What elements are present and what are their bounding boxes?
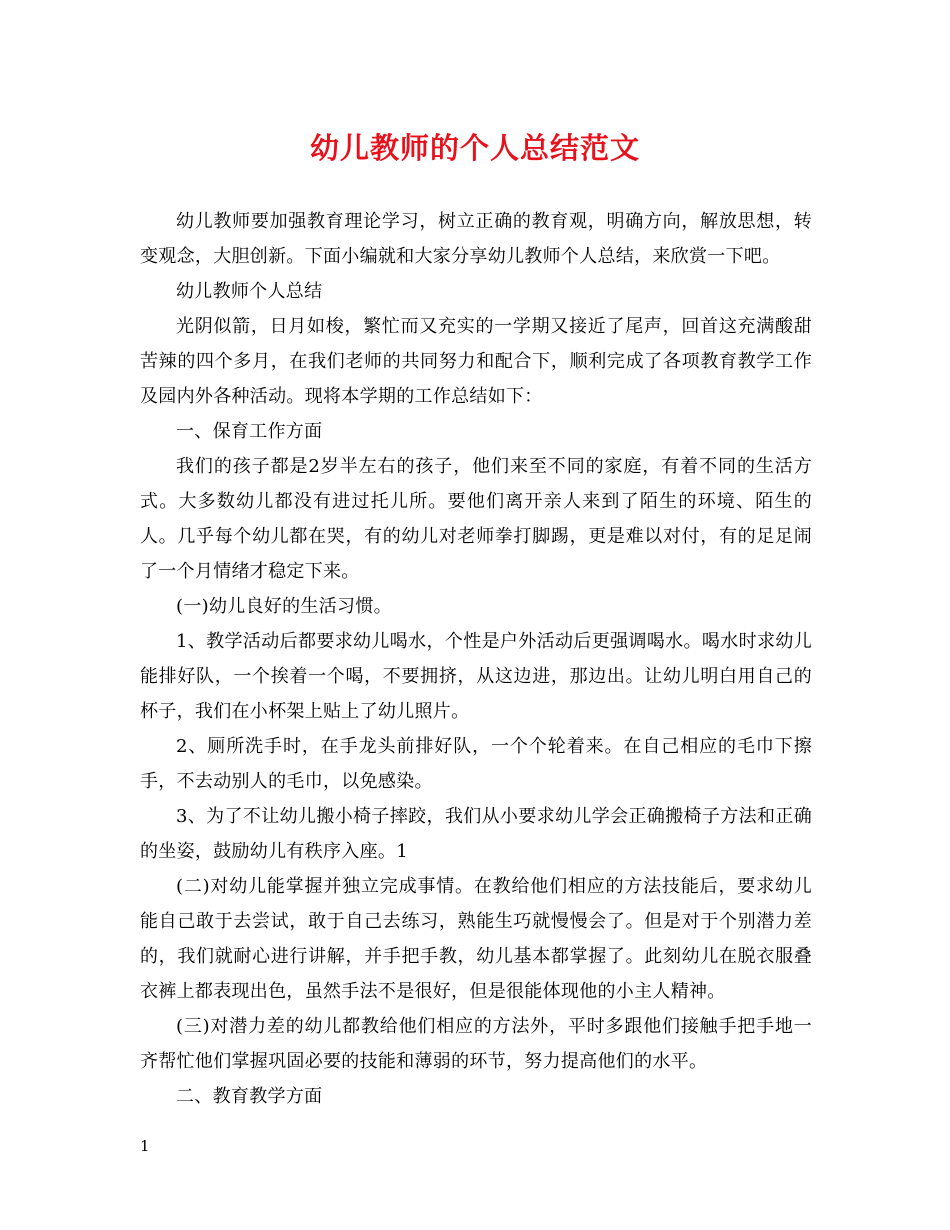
section-heading-summary: 幼儿教师个人总结 [176, 281, 323, 302]
independence-paragraph: (二)对幼儿能掌握并独立完成事情。在教给他们相应的方法技能后，要求幼儿能自己敢于去尝试，敢于自己去练习，熟能生巧就慢慢会了。但是对于个别潜力差的，我们就耐心进行讲解，并手把手教，幼儿基本都掌握了。此刻幼儿在脱衣服叠衣裤上都表现出色，虽然手法不是很好，但是很能体现他的小主人精神。 [140, 876, 812, 1002]
opening-paragraph: 光阴似箭，日月如梭，繁忙而又充实的一学期又接近了尾声，回首这充满酸甜苦辣的四个多月，在我们老师的共同努力和配合下，顺利完成了各项教育教学工作及园内外各种活动。现将本学期的工作总结如下： [140, 316, 812, 407]
document-title: 幼儿教师的个人总结范文 [309, 131, 640, 165]
subheading-living-habits: (一)幼儿良好的生活习惯。 [176, 596, 392, 617]
care-work-paragraph: 我们的孩子都是2岁半左右的孩子，他们来至不同的家庭，有着不同的生活方式。大多数幼儿都没有进过托儿所。要他们离开亲人来到了陌生的环境、陌生的人。几乎每个幼儿都在哭，有的幼儿对老师拳打脚踢，更是难以对付，有的足足闹了一个月情绪才稳定下来。 [140, 456, 812, 582]
document-body [140, 204, 812, 1114]
page-number: 1 [140, 1137, 150, 1155]
support-paragraph: (三)对潜力差的幼儿都教给他们相应的方法外，平时多跟他们接触手把手地一齐帮忙他们掌握巩固必要的技能和薄弱的环节，努力提高他们的水平。 [140, 1016, 812, 1072]
habit-item-3: 3、为了不让幼儿搬小椅子摔跤，我们从小要求幼儿学会正确搬椅子方法和正确的坐姿，鼓励幼儿有秩序入座。1 [140, 806, 812, 862]
habit-item-2: 2、厕所洗手时，在手龙头前排好队，一个个轮着来。在自己相应的毛巾下擦手，不去动别人的毛巾，以免感染。 [140, 736, 812, 792]
section-heading-teaching: 二、教育教学方面 [176, 1086, 323, 1107]
intro-paragraph: 幼儿教师要加强教育理论学习，树立正确的教育观，明确方向，解放思想，转变观念，大胆创新。下面小编就和大家分享幼儿教师个人总结，来欣赏一下吧。 [140, 211, 812, 267]
section-heading-care-work: 一、保育工作方面 [176, 421, 323, 442]
habit-item-1: 1、教学活动后都要求幼儿喝水，个性是户外活动后更强调喝水。喝水时求幼儿能排好队，一个挨着一个喝，不要拥挤，从这边进，那边出。让幼儿明白用自己的杯子，我们在小杯架上贴上了幼儿照片。 [140, 631, 812, 722]
